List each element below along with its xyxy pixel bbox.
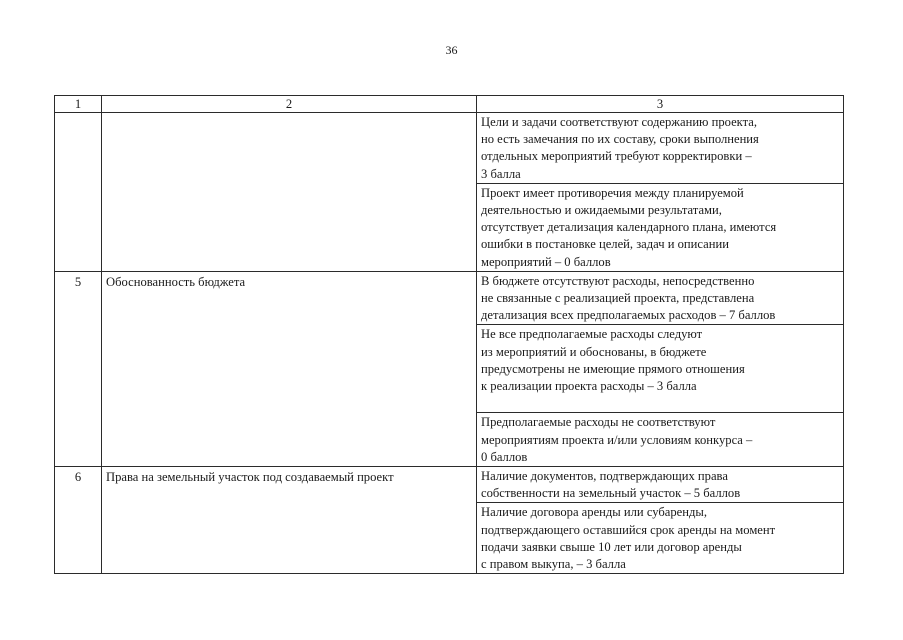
score-option: Наличие документов, подтверждающих права собственности на земельный участок – 5 баллов: [477, 467, 844, 503]
criterion-name: Права на земельный участок под создаваемый проект: [102, 467, 477, 574]
page-number: 36: [445, 43, 458, 57]
score-option: Не все предполагаемые расходы следуют из мероприятий и обоснованы, в бюджете предусмотрены не имеющие прямого отношения к реализации проекта расходы – 3 балла: [477, 325, 844, 413]
column-header-2: 2: [102, 96, 477, 113]
table-row: [55, 467, 844, 503]
criterion-number: [55, 113, 102, 272]
score-option: Предполагаемые расходы не соответствуют мероприятиям проекта и/или условиям конкурса – 0 баллов: [477, 413, 844, 467]
table-header-row: [55, 96, 844, 113]
criterion-name: [102, 113, 477, 272]
score-option: Цели и задачи соответствуют содержанию проекта, но есть замечания по их составу, сроки выполнения отдельных мероприятий требуют корректировки – 3 балла: [477, 113, 844, 184]
table-row: [55, 113, 844, 184]
criteria-table: [54, 95, 844, 574]
score-option: Наличие договора аренды или субаренды, подтверждающего оставшийся срок аренды на момент подачи заявки свыше 10 лет или договор аренды с правом выкупа, – 3 балла: [477, 503, 844, 574]
column-header-1: 1: [55, 96, 102, 113]
score-option: Проект имеет противоречия между планируемой деятельностью и ожидаемыми результатами, отсутствует детализация календарного плана, имеются ошибки в постановке целей, задач и описании мероприятий – 0 баллов: [477, 183, 844, 271]
criterion-name: Обоснованность бюджета: [102, 271, 477, 466]
table-row: [55, 271, 844, 325]
criterion-number: 6: [55, 467, 102, 574]
score-option: В бюджете отсутствуют расходы, непосредственно не связанные с реализацией проекта, представлена детализация всех предполагаемых расходов – 7 баллов: [477, 271, 844, 325]
criterion-number: 5: [55, 271, 102, 466]
column-header-3: 3: [477, 96, 844, 113]
